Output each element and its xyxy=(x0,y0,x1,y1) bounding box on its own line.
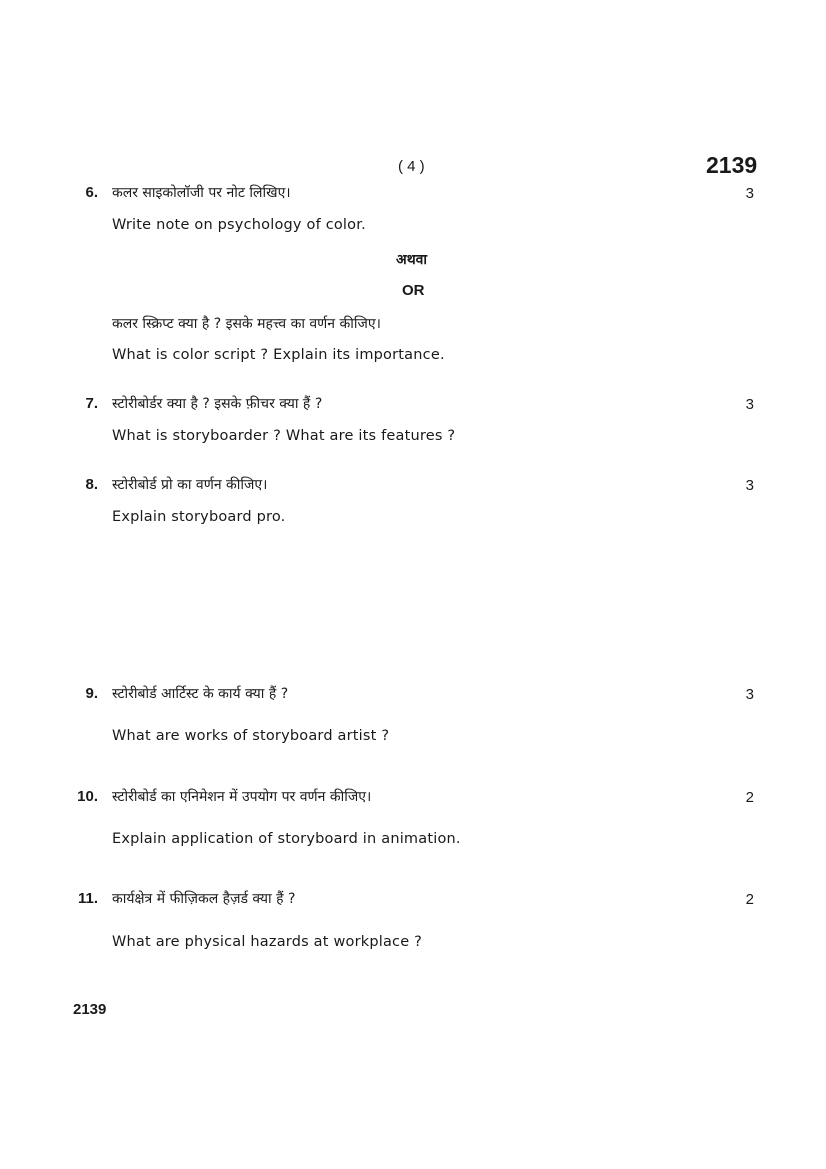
hindi-or-label: अथवा xyxy=(396,252,428,268)
question-english: What is storyboarder ? What are its features ? xyxy=(112,428,456,444)
question-number: 8. xyxy=(85,476,98,493)
question-marks: 2 xyxy=(745,891,754,908)
question-number: 10. xyxy=(77,788,98,805)
question-marks: 2 xyxy=(745,789,754,806)
question-hindi: कार्यक्षेत्र में फीज़िकल हैज़र्ड क्या हैं ? xyxy=(112,891,296,907)
alternative-hindi: कलर स्क्रिप्ट क्या है ? इसके महत्त्व का वर्णन कीजिए। xyxy=(112,316,381,332)
paper-code-footer: 2139 xyxy=(73,1001,107,1018)
paper-code-header: 2139 xyxy=(706,152,758,178)
alternative-english: What is color script ? Explain its importance. xyxy=(112,347,445,363)
question-number: 11. xyxy=(77,890,98,907)
question-hindi: स्टोरीबोर्ड प्रो का वर्णन कीजिए। xyxy=(112,477,268,493)
question-marks: 3 xyxy=(745,185,754,202)
question-hindi: स्टोरीबोर्ड का एनिमेशन में उपयोग पर वर्णन कीजिए। xyxy=(112,789,372,805)
question-marks: 3 xyxy=(745,477,754,494)
question-marks: 3 xyxy=(745,686,754,703)
question-english: What are physical hazards at workplace ? xyxy=(112,934,423,950)
or-label: OR xyxy=(402,282,425,299)
page-number: ( 4 ) xyxy=(398,158,425,175)
question-hindi: कलर साइकोलॉजी पर नोट लिखिए। xyxy=(112,185,291,201)
question-number: 9. xyxy=(85,685,98,702)
question-english: Write note on psychology of color. xyxy=(112,217,366,233)
question-marks: 3 xyxy=(745,396,754,413)
question-number: 6. xyxy=(85,184,98,201)
question-english: What are works of storyboard artist ? xyxy=(112,728,390,744)
question-hindi: स्टोरीबोर्डर क्या है ? इसके फ़ीचर क्या हैं ? xyxy=(112,396,323,412)
question-english: Explain storyboard pro. xyxy=(112,509,286,525)
question-english: Explain application of storyboard in animation. xyxy=(112,831,461,847)
question-hindi: स्टोरीबोर्ड आर्टिस्ट के कार्य क्या हैं ? xyxy=(112,686,289,702)
question-number: 7. xyxy=(85,395,98,412)
